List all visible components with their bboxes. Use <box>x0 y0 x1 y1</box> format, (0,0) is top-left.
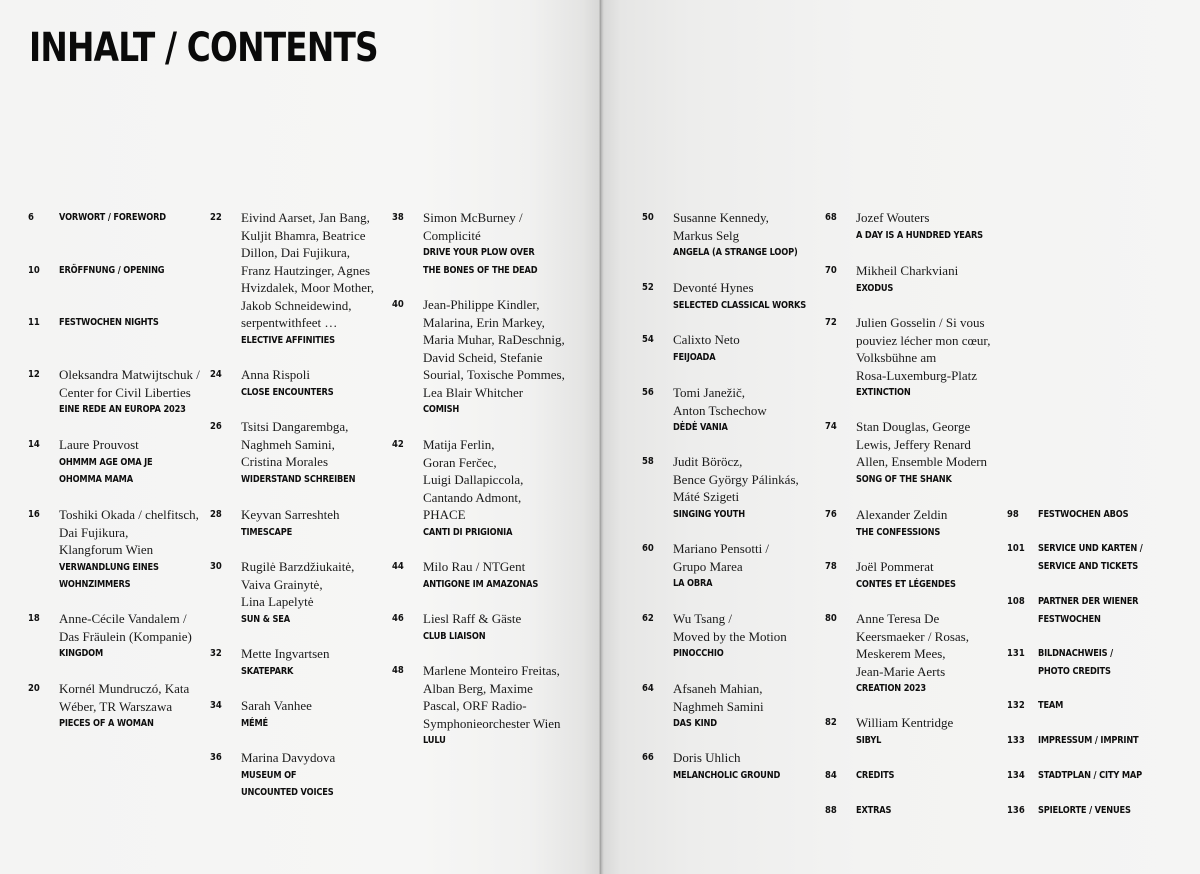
entry-body <box>423 610 598 645</box>
entry-body <box>241 209 416 349</box>
entry-body <box>241 506 416 541</box>
artist-names: Klangforum Wien <box>59 542 154 557</box>
entry-body <box>856 610 1031 698</box>
work-title: FESTWOCHEN <box>1038 613 1101 625</box>
artist-names: Dai Fujikura, <box>59 524 129 540</box>
page-number: 32 <box>210 648 222 659</box>
work-title: UNCOUNTED VOICES <box>241 787 334 798</box>
work-title: DAS KIND <box>673 718 717 729</box>
entry-body <box>423 209 598 279</box>
work-title: SKATEPARK <box>241 665 294 677</box>
artist-names: Calixto Neto <box>673 332 740 347</box>
page-number: 108 <box>1007 596 1025 607</box>
page-number: 22 <box>210 212 222 223</box>
artist-names: PHACE <box>423 507 466 522</box>
work-title: CLUB LIAISON <box>423 630 486 642</box>
page-number: 18 <box>28 613 40 624</box>
page-number: 10 <box>28 265 40 276</box>
work-title: DĖDĖ VANIA <box>673 422 728 433</box>
page-number: 12 <box>28 369 40 380</box>
entry-body <box>856 802 1031 820</box>
entry-body <box>1038 732 1200 750</box>
artist-names: Sarah Vanhee <box>241 698 312 713</box>
page-number: 42 <box>392 439 404 450</box>
page-number: 24 <box>210 369 222 380</box>
artist-names: Allen, Ensemble Modern <box>856 454 988 469</box>
artist-names: Tomi Janežič, <box>673 385 746 400</box>
spine-fold <box>599 0 602 874</box>
entry-body <box>59 436 234 489</box>
artist-names: Doris Uhlich <box>673 750 741 765</box>
page-number: 98 <box>1007 509 1019 520</box>
page-number: 30 <box>210 561 222 572</box>
page-number: 40 <box>392 299 404 310</box>
artist-names: Matija Ferlin, <box>423 437 495 452</box>
page-number: 54 <box>642 334 654 345</box>
page-title: INHALT / CONTENTS <box>29 25 378 71</box>
work-title: VORWORT / FOREWORD <box>59 212 166 223</box>
entry-body <box>673 680 848 733</box>
page-number: 64 <box>642 683 654 694</box>
work-title: DRIVE YOUR PLOW OVER <box>423 247 535 258</box>
work-title: CREATION 2023 <box>856 683 927 694</box>
entry-body <box>856 558 1031 593</box>
artist-names: Susanne Kennedy, <box>673 210 769 225</box>
work-title: THE BONES OF THE DEAD <box>423 264 538 276</box>
entry-body <box>673 610 848 663</box>
work-title: OHOMMA MAMA <box>59 474 133 485</box>
work-title: STADTPLAN / CITY MAP <box>1038 770 1142 781</box>
work-title: PHOTO CREDITS <box>1038 665 1111 677</box>
artist-names: serpentwithfeet … <box>241 315 338 330</box>
page-number: 16 <box>28 509 40 520</box>
entry-body <box>1038 645 1200 680</box>
page-number: 48 <box>392 665 404 676</box>
artist-names: Milo Rau / NTGent <box>423 559 526 574</box>
work-title: CANTI DI PRIGIONIA <box>423 526 513 538</box>
artist-names: Maria Muhar, RaDeschnig, <box>423 332 565 347</box>
artist-names: Naghmeh Samini, <box>241 436 335 452</box>
work-title: SINGING YOUTH <box>673 508 746 520</box>
artist-names: Jean-Marie Aerts <box>856 663 946 679</box>
work-title: LULU <box>423 735 446 746</box>
artist-names: Bence György Pálinkás, <box>673 471 799 487</box>
page-number: 80 <box>825 613 837 624</box>
work-title: EINE REDE AN EUROPA 2023 <box>59 404 186 415</box>
work-title: PIECES OF A WOMAN <box>59 718 154 729</box>
page-number: 11 <box>28 317 40 328</box>
entry-body <box>241 418 416 488</box>
artist-names: Jozef Wouters <box>856 210 930 225</box>
entry-body <box>241 697 416 732</box>
artist-names: Alban Berg, Maxime <box>423 680 533 696</box>
work-title: CONTES ET LÉGENDES <box>856 578 956 590</box>
work-title: SIBYL <box>856 734 882 746</box>
artist-names: Stan Douglas, George <box>856 419 971 434</box>
page-number: 38 <box>392 212 404 223</box>
artist-names: pouviez lécher mon cœur, <box>856 332 991 348</box>
work-title: THE CONFESSIONS <box>856 526 941 538</box>
work-title: MUSEUM OF <box>241 769 297 781</box>
page-number: 14 <box>28 439 40 450</box>
work-title: MELANCHOLIC GROUND <box>673 769 781 781</box>
entry-body <box>59 506 234 594</box>
page-number: 66 <box>642 752 654 763</box>
artist-names: Volksbühne am <box>856 350 937 365</box>
page-number: 82 <box>825 717 837 728</box>
entry-body <box>423 436 598 541</box>
work-title: FEIJOADA <box>673 351 716 363</box>
work-title: TIMESCAPE <box>241 526 293 538</box>
entry-body <box>59 314 234 332</box>
entry-body <box>1038 767 1200 785</box>
artist-names: Das Fräulein (Kompanie) <box>59 628 192 644</box>
artist-names: Pascal, ORF Radio- <box>423 698 527 713</box>
work-title: PINOCCHIO <box>673 648 724 659</box>
page-number: 134 <box>1007 770 1025 781</box>
entry-body <box>1038 540 1200 575</box>
work-title: BILDNACHWEIS / <box>1038 648 1113 659</box>
page-number: 34 <box>210 700 222 711</box>
work-title: IMPRESSUM / IMPRINT <box>1038 735 1139 746</box>
artist-names: Cristina Morales <box>241 454 329 469</box>
work-title: PARTNER DER WIENER <box>1038 596 1139 607</box>
work-title: FESTWOCHEN NIGHTS <box>59 317 159 328</box>
work-title: CLOSE ENCOUNTERS <box>241 386 334 398</box>
page-number: 60 <box>642 543 654 554</box>
work-title: ERÖFFNUNG / OPENING <box>59 265 165 276</box>
entry-body <box>241 749 416 802</box>
artist-names: David Scheid, Stefanie <box>423 349 543 365</box>
entry-body <box>856 262 1031 297</box>
entry-body <box>59 209 234 227</box>
artist-names: Anna Rispoli <box>241 367 310 382</box>
work-title: COMISH <box>423 404 460 415</box>
entry-body <box>241 558 416 628</box>
page-number: 70 <box>825 265 837 276</box>
artist-names: Mikheil Charkviani <box>856 263 959 278</box>
entry-body <box>1038 506 1200 524</box>
page-number: 6 <box>28 212 34 223</box>
page-number: 52 <box>642 282 654 293</box>
entry-body <box>673 209 848 262</box>
work-title: SONG OF THE SHANK <box>856 473 952 485</box>
artist-names: Alexander Zeldin <box>856 507 948 522</box>
page-number: 131 <box>1007 648 1025 659</box>
work-title: EXTRAS <box>856 805 892 816</box>
entry-body <box>856 418 1031 488</box>
work-title: SERVICE UND KARTEN / <box>1038 543 1143 554</box>
artist-names: Lea Blair Whitcher <box>423 384 524 400</box>
artist-names: Grupo Marea <box>673 558 743 574</box>
work-title: A DAY IS A HUNDRED YEARS <box>856 229 983 241</box>
artist-names: Rosa-Luxemburg-Platz <box>856 367 978 383</box>
artist-names: Liesl Raff & Gäste <box>423 611 522 626</box>
artist-names: Laure Prouvost <box>59 437 139 452</box>
page-number: 68 <box>825 212 837 223</box>
artist-names: Afsaneh Mahian, <box>673 681 763 696</box>
work-title: MÉMÉ <box>241 717 269 729</box>
entry-body <box>59 262 234 280</box>
artist-names: Lewis, Jeffery Renard <box>856 436 971 452</box>
work-title: TEAM <box>1038 700 1064 711</box>
artist-names: Center for Civil Liberties <box>59 384 191 400</box>
page-number: 28 <box>210 509 222 520</box>
page-number: 76 <box>825 509 837 520</box>
entry-body <box>673 331 848 366</box>
entry-body <box>856 506 1031 541</box>
page-number: 44 <box>392 561 404 572</box>
entry-body <box>1038 802 1200 820</box>
entry-body <box>856 314 1031 402</box>
artist-names: Wu Tsang / <box>673 611 732 626</box>
artist-names: Eivind Aarset, Jan Bang, <box>241 210 370 225</box>
artist-names: Rugilė Barzdžiukaitė, <box>241 559 355 574</box>
entry-body <box>673 453 848 523</box>
artist-names: Simon McBurney / <box>423 210 523 225</box>
artist-names: Malarina, Erin Markey, <box>423 314 545 330</box>
page-number: 62 <box>642 613 654 624</box>
artist-names: Mette Ingvartsen <box>241 646 330 661</box>
artist-names: Toshiki Okada / chelfitsch, <box>59 507 199 522</box>
page-number: 133 <box>1007 735 1025 746</box>
work-title: SERVICE AND TICKETS <box>1038 560 1139 572</box>
entry-body <box>1038 593 1200 628</box>
entry-body <box>1038 697 1200 715</box>
artist-names: Lina Lapelytė <box>241 594 314 609</box>
artist-names: Markus Selg <box>673 227 740 243</box>
artist-names: Julien Gosselin / Si vous <box>856 315 985 330</box>
work-title: ELECTIVE AFFINITIES <box>241 334 335 346</box>
page-number: 26 <box>210 421 222 432</box>
entry-body <box>59 366 234 419</box>
artist-names: Marlene Monteiro Freitas, <box>423 663 560 678</box>
work-title: SPIELORTE / VENUES <box>1038 805 1131 816</box>
entry-body <box>423 558 598 593</box>
work-title: ANGELA (A STRANGE LOOP) <box>673 247 798 258</box>
work-title: OHMMM AGE OMA JE <box>59 456 153 468</box>
page-number: 36 <box>210 752 222 763</box>
artist-names: Kornél Mundruczó, Kata <box>59 681 190 696</box>
work-title: CREDITS <box>856 770 895 781</box>
artist-names: Anne Teresa De <box>856 611 940 626</box>
artist-names: Máté Szigeti <box>673 489 740 504</box>
page-number: 101 <box>1007 543 1025 554</box>
artist-names: Judit Böröcz, <box>673 454 743 469</box>
artist-names: Naghmeh Samini <box>673 698 764 714</box>
entry-body <box>423 296 598 419</box>
artist-names: Jakob Schneidewind, <box>241 297 352 313</box>
artist-names: Joël Pommerat <box>856 559 934 574</box>
artist-names: Cantando Admont, <box>423 489 522 505</box>
artist-names: Tsitsi Dangarembga, <box>241 419 349 434</box>
page-number: 58 <box>642 456 654 467</box>
entry-body <box>59 680 234 733</box>
page-number: 132 <box>1007 700 1025 711</box>
page-number: 88 <box>825 805 837 816</box>
artist-names: Keyvan Sarreshteh <box>241 507 340 522</box>
entry-body <box>856 209 1031 244</box>
artist-names: Goran Ferčec, <box>423 454 497 470</box>
page-number: 78 <box>825 561 837 572</box>
work-title: ANTIGONE IM AMAZONAS <box>423 578 539 590</box>
work-title: WIDERSTAND SCHREIBEN <box>241 473 356 485</box>
work-title: SUN & SEA <box>241 613 290 625</box>
page-number: 84 <box>825 770 837 781</box>
work-title: VERWANDLUNG EINES <box>59 561 159 573</box>
artist-names: Vaiva Grainytė, <box>241 576 323 592</box>
artist-names: Devonté Hynes <box>673 280 754 295</box>
entry-body <box>241 366 416 401</box>
work-title: FESTWOCHEN ABOS <box>1038 509 1129 520</box>
page-number: 74 <box>825 421 837 432</box>
artist-names: Wéber, TR Warszawa <box>59 698 173 714</box>
entry-body <box>856 714 1031 749</box>
artist-names: Dillon, Dai Fujikura, <box>241 245 351 260</box>
artist-names: Hvizdalek, Moor Mother, <box>241 280 375 295</box>
entry-body <box>856 767 1031 785</box>
artist-names: Marina Davydova <box>241 750 336 765</box>
artist-names: William Kentridge <box>856 715 954 730</box>
work-title: SELECTED CLASSICAL WORKS <box>673 299 807 311</box>
work-title: EXODUS <box>856 282 894 294</box>
artist-names: Franz Hautzinger, Agnes <box>241 262 371 278</box>
page-number: 72 <box>825 317 837 328</box>
entry-body <box>673 749 848 784</box>
work-title: KINGDOM <box>59 648 104 659</box>
artist-names: Oleksandra Matwijtschuk / <box>59 367 200 382</box>
artist-names: Keersmaeker / Rosas, <box>856 628 969 644</box>
artist-names: Meskerem Mees, <box>856 646 946 661</box>
entry-body <box>423 662 598 750</box>
artist-names: Luigi Dallapiccola, <box>423 472 524 487</box>
entry-body <box>241 645 416 680</box>
entry-body <box>673 279 848 314</box>
page-number: 136 <box>1007 805 1025 816</box>
artist-names: Anne-Cécile Vandalem / <box>59 611 187 626</box>
work-title: WOHNZIMMERS <box>59 579 131 590</box>
entry-body <box>59 610 234 663</box>
artist-names: Moved by the Motion <box>673 628 787 644</box>
artist-names: Complicité <box>423 227 481 243</box>
artist-names: Sourial, Toxische Pommes, <box>423 367 565 382</box>
artist-names: Symphonieorchester Wien <box>423 715 561 731</box>
work-title: LA OBRA <box>673 578 713 589</box>
page-number: 20 <box>28 683 40 694</box>
page-number: 46 <box>392 613 404 624</box>
artist-names: Kuljit Bhamra, Beatrice <box>241 227 366 243</box>
artist-names: Anton Tschechow <box>673 402 767 418</box>
entry-body <box>673 384 848 437</box>
artist-names: Mariano Pensotti / <box>673 541 770 556</box>
page-number: 50 <box>642 212 654 223</box>
artist-names: Jean-Philippe Kindler, <box>423 297 540 312</box>
work-title: EXTINCTION <box>856 387 911 398</box>
page-number: 56 <box>642 387 654 398</box>
entry-body <box>673 540 848 593</box>
